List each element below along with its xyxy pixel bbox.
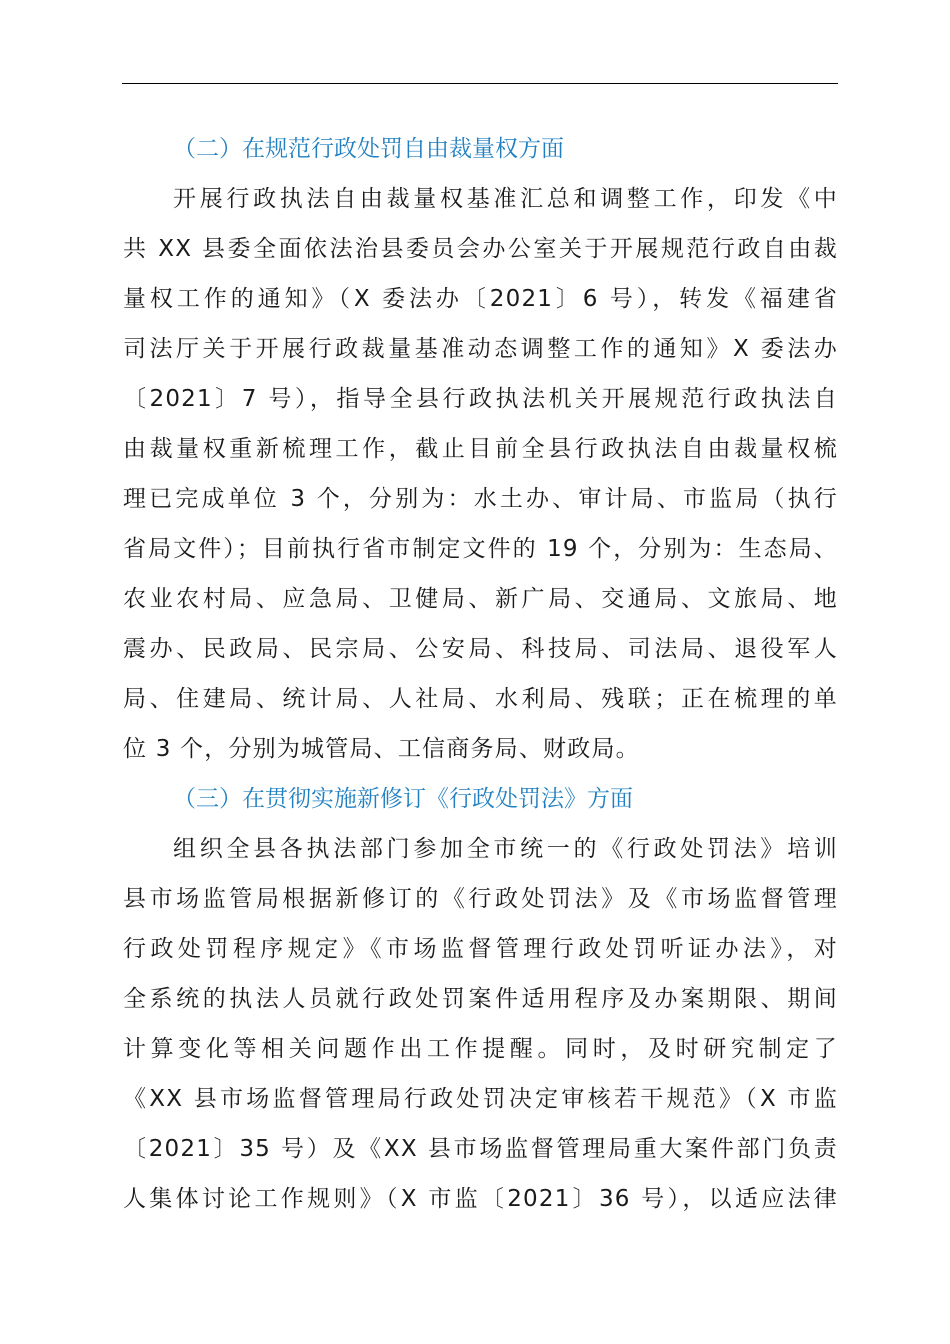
paragraph-line: 共 XX 县委全面依法治县委员会办公室关于开展规范行政自由裁 [123,236,838,262]
paragraph-line: 震办、民政局、民宗局、公安局、科技局、司法局、退役军人 [123,636,838,662]
paragraph-line: 农业农村局、应急局、卫健局、新广局、交通局、文旅局、地 [123,586,838,612]
paragraph-line: 全系统的执法人员就行政处罚案件适用程序及办案期限、期间 [123,986,838,1012]
paragraph-line: 〔2021〕35 号）及《XX 县市场监督管理局重大案件部门负责 [123,1136,838,1162]
section-heading-2: （二）在规范行政处罚自由裁量权方面 [173,136,564,162]
paragraph-line: 司法厅关于开展行政裁量基准动态调整工作的通知》X 委法办 [123,336,838,362]
paragraph-line: 省局文件）；目前执行省市制定文件的 19 个，分别为：生态局、 [123,536,838,562]
paragraph-line: 行政处罚程序规定》《市场监督管理行政处罚听证办法》，对 [123,936,838,962]
document-body [123,124,838,1224]
paragraph-line: 〔2021〕7 号），指导全县行政执法机关开展规范行政执法自 [123,386,838,412]
header-rule [122,83,838,84]
section-3-paragraph [123,824,838,1224]
paragraph-line: 由裁量权重新梳理工作，截止目前全县行政执法自由裁量权梳 [123,436,838,462]
paragraph-line: 组织全县各执法部门参加全市统一的《行政处罚法》培训 [173,836,838,862]
section-2-paragraph [123,174,838,774]
paragraph-line: 理已完成单位 3 个，分别为：水土办、审计局、市监局（执行 [123,486,838,512]
paragraph-line: 位 3 个，分别为城管局、工信商务局、财政局。 [123,736,640,762]
section-heading-3: （三）在贯彻实施新修订《行政处罚法》方面 [173,786,633,812]
paragraph-line: 计算变化等相关问题作出工作提醒。同时，及时研究制定了 [123,1036,838,1062]
paragraph-line: 《XX 县市场监督管理局行政处罚决定审核若干规范》（X 市监 [123,1086,838,1112]
paragraph-line: 量权工作的通知》（X 委法办〔2021〕6 号），转发《福建省 [123,286,838,312]
paragraph-line: 开展行政执法自由裁量权基准汇总和调整工作，印发《中 [173,186,838,212]
paragraph-line: 县市场监管局根据新修订的《行政处罚法》及《市场监督管理 [123,886,838,912]
paragraph-line: 局、住建局、统计局、人社局、水利局、残联；正在梳理的单 [123,686,838,712]
paragraph-line: 人集体讨论工作规则》（X 市监〔2021〕36 号），以适应法律 [123,1186,838,1212]
